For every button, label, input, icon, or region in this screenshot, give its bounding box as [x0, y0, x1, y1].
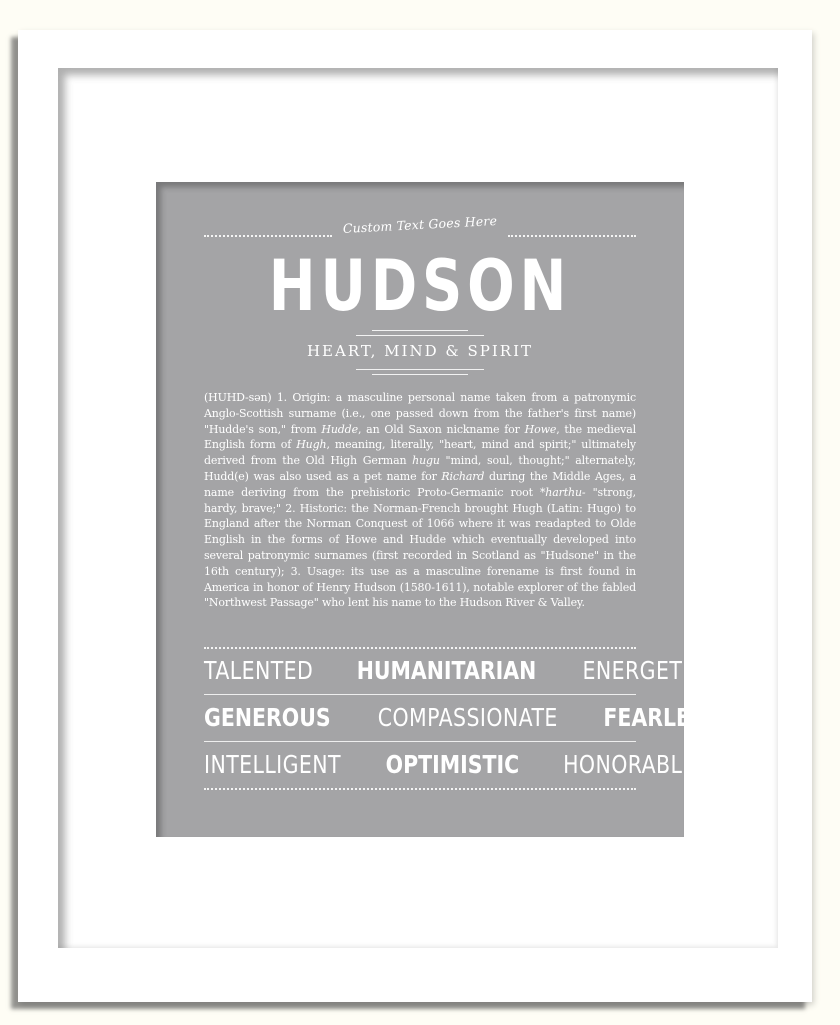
name-title: HUDSON — [268, 245, 572, 327]
trait-row-3 — [204, 748, 696, 782]
trait-word: ENERGETIC — [582, 656, 704, 685]
name-definition: (HUHD-sən) 1. Origin: a masculine personal name taken from a patronymic Anglo-Scottish surname (i.e., one passed down from the father's first name) "Hudde's son," from Hudde, an Old Saxon nickname for Howe, the medieval English form of Hugh, meaning, literally, "heart, mind and spirit;" ultimately derived from the Old High German hugu "mind, soul, thought;" alternately, Hudd(e) was also used as a pet name for Richard during the Middle Ages, a name deriving from the prehistoric Proto-Germanic root *harthu- "strong, hardy, brave;" 2. Historic: the Norman-French brought Hugh (Latin: Hugo) to England after the Norman Conquest of 1066 where it was readapted to Olde English in the forms of Howe and Hudde which eventually developed into several patronymic surnames (first recorded in Scotland as "Hudsone" in the 16th century); 3. Usage: its use as a masculine forename is first found in America in honor of Henry Hudson (1580-1611), notable explorer of the fabled "Northwest Passage" who lent his name to the Hudson River & Valley. — [204, 391, 637, 610]
rule-below-meaning-wide — [356, 369, 484, 370]
dotted-divider-traits-bottom — [204, 788, 636, 790]
trait-word: COMPASSIONATE — [378, 703, 559, 732]
mat-board — [58, 68, 778, 948]
trait-rule-1 — [204, 694, 636, 695]
rule-below-meaning — [372, 374, 468, 375]
picture-frame — [18, 30, 812, 1002]
rule-above-meaning — [372, 330, 468, 331]
rule-above-meaning-wide — [356, 335, 484, 336]
custom-text: Custom Text Goes Here — [342, 212, 498, 237]
name-print — [156, 182, 719, 837]
dotted-divider-right — [508, 235, 636, 237]
trait-word: INTELLIGENT — [204, 750, 341, 779]
trait-word: HONORABLE — [562, 750, 696, 779]
trait-word: TALENTED — [204, 656, 314, 685]
trait-row-1 — [204, 654, 704, 688]
trait-word: HUMANITARIAN — [356, 656, 537, 685]
trait-word: GENEROUS — [204, 703, 331, 732]
trait-row-2 — [204, 701, 719, 735]
trait-word: FEARLESS — [603, 703, 719, 732]
dotted-divider-traits-top — [204, 647, 636, 649]
name-meaning: HEART, MIND & SPIRIT — [306, 342, 534, 360]
trait-rule-2 — [204, 741, 636, 742]
trait-word: OPTIMISTIC — [385, 750, 520, 779]
